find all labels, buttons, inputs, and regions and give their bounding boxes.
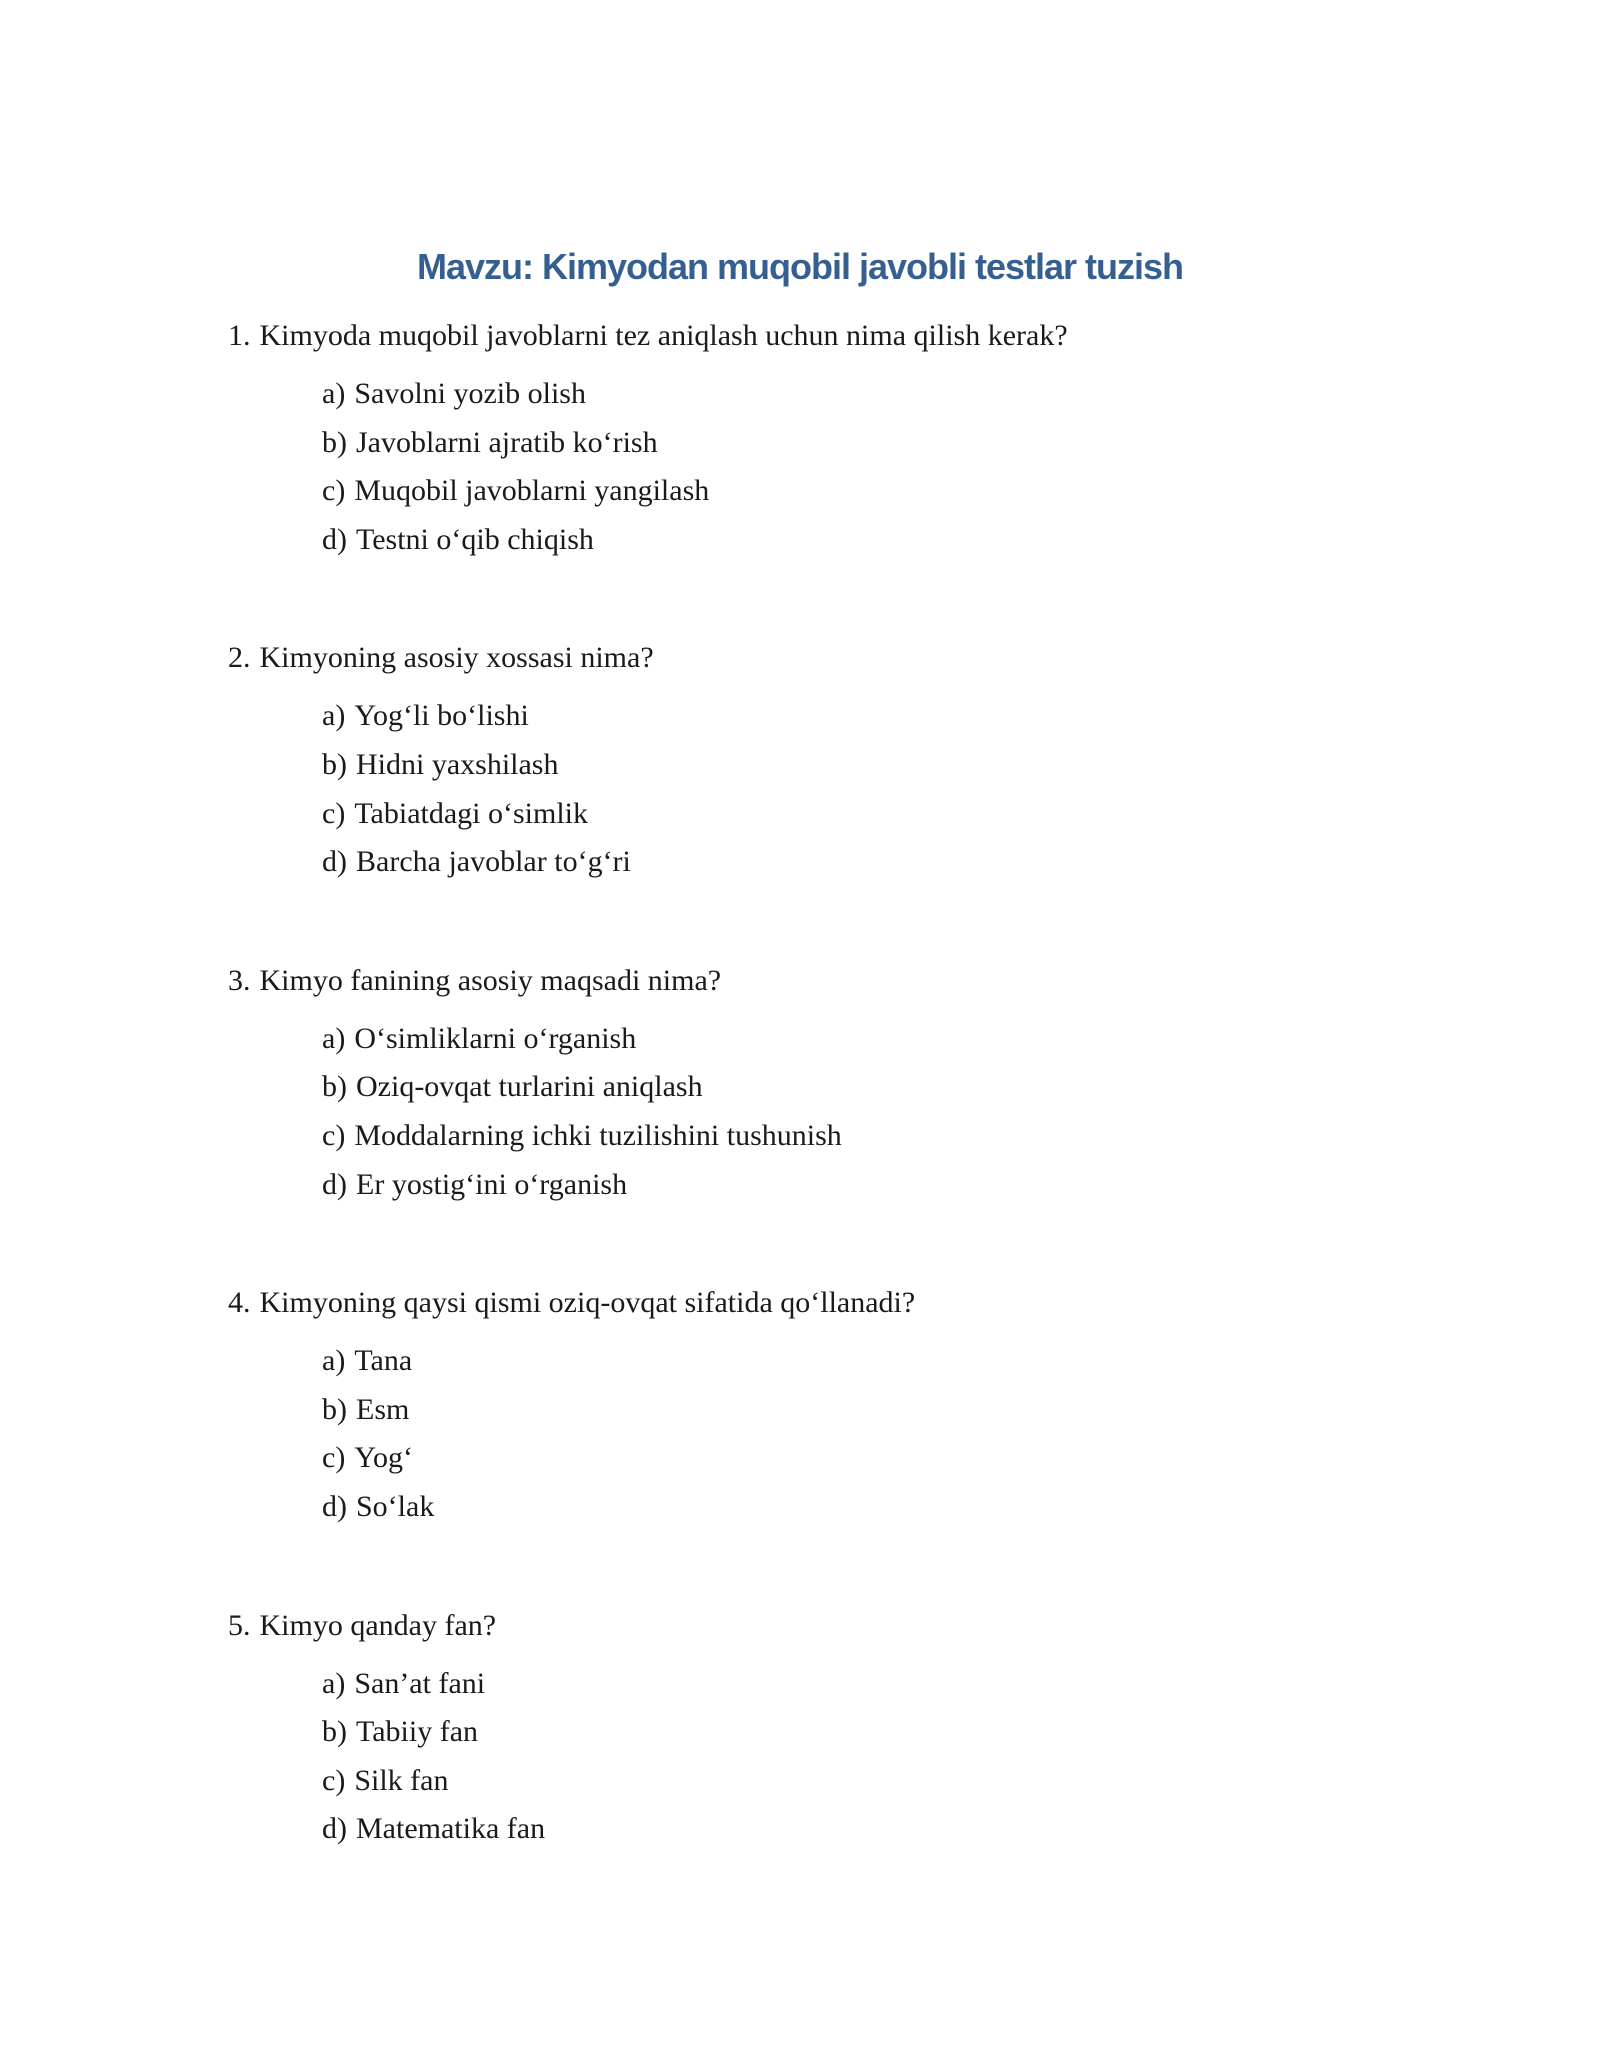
question-4-option-a-label: Tana <box>354 1344 413 1378</box>
question-1-option-a-letter: a) <box>322 377 346 410</box>
question-5-text <box>228 1605 1600 1647</box>
question-2-option-c-label: Tabiatdagi o‘simlik <box>354 796 588 830</box>
question-3-label: Kimyo fanining asosiy maqsadi nima? <box>259 963 722 997</box>
question-1-option-d-letter: d) <box>322 522 347 556</box>
question-block-2 <box>0 637 1600 886</box>
document-title: Mavzu: Kimyodan muqobil javobli testlar tuzish <box>416 246 1184 287</box>
question-4-option-c-label: Yog‘ <box>354 1441 413 1475</box>
question-4-text <box>228 1282 1600 1324</box>
question-3-option-d-label: Er yostig‘ini o‘rganish <box>356 1167 628 1201</box>
question-2-option-c <box>322 790 1600 839</box>
question-2-option-d-letter: d) <box>322 845 347 879</box>
question-4-option-a-letter: a) <box>322 1344 346 1378</box>
question-5-option-d-letter: d) <box>322 1812 347 1846</box>
question-2-option-b-letter: b) <box>322 747 347 781</box>
question-5-option-c <box>322 1757 1600 1806</box>
question-5-option-b-label: Tabiiy fan <box>356 1715 479 1749</box>
question-4-option-d <box>322 1483 1600 1532</box>
question-5-option-c-letter: c) <box>322 1763 346 1797</box>
question-4-option-b-letter: b) <box>322 1392 347 1426</box>
question-block-5 <box>0 1605 1600 1854</box>
question-2-option-b-label: Hidni yaxshilash <box>356 747 559 781</box>
question-2-option-b <box>322 741 1600 790</box>
question-4-option-b <box>322 1386 1600 1435</box>
question-5-option-b <box>322 1708 1600 1757</box>
question-4-option-b-label: Esm <box>356 1392 410 1426</box>
question-3-option-d-letter: d) <box>322 1167 347 1201</box>
question-1-option-c-label: Muqobil javoblarni yangilash <box>354 474 710 508</box>
question-5-number: 5. <box>228 1608 251 1642</box>
question-4-label: Kimyoning qaysi qismi oziq-ovqat sifatida qo‘llanadi? <box>259 1286 916 1320</box>
question-1-option-d <box>322 516 1600 565</box>
question-5-option-d-label: Matematika fan <box>356 1812 546 1846</box>
question-3-number: 3. <box>228 963 251 997</box>
question-3-option-b-label: Oziq-ovqat turlarini aniqlash <box>356 1070 703 1104</box>
question-1-option-a <box>322 370 1600 419</box>
question-block-1 <box>0 315 1600 564</box>
question-3-option-d <box>322 1161 1600 1210</box>
question-4-option-d-label: So‘lak <box>356 1489 435 1523</box>
question-3-option-c <box>322 1112 1600 1161</box>
question-1-option-d-label: Testni o‘qib chiqish <box>356 522 594 556</box>
question-2-option-c-letter: c) <box>322 796 346 830</box>
question-4-option-a <box>322 1337 1600 1386</box>
question-4-option-c <box>322 1434 1600 1483</box>
question-3-text <box>228 960 1600 1002</box>
question-block-3 <box>0 960 1600 1209</box>
question-block-4 <box>0 1282 1600 1531</box>
question-3-option-a-label: O‘simliklarni o‘rganish <box>354 1021 637 1055</box>
question-2-option-d-label: Barcha javoblar to‘g‘ri <box>356 845 631 879</box>
question-5-option-a-label: San’at fani <box>354 1666 486 1700</box>
question-2-option-a-label: Yog‘li bo‘lishi <box>354 699 529 733</box>
question-5-option-c-label: Silk fan <box>354 1763 449 1797</box>
question-5-option-b-letter: b) <box>322 1715 347 1749</box>
question-1-option-c-letter: c) <box>322 474 346 508</box>
question-2-option-d <box>322 838 1600 887</box>
question-5-option-d <box>322 1805 1600 1854</box>
question-1-option-b-letter: b) <box>322 425 347 459</box>
question-1-label: Kimyoda muqobil javoblarni tez aniqlash uchun nima qilish kerak? <box>259 319 1068 352</box>
question-2-text <box>228 637 1600 679</box>
question-3-option-a-letter: a) <box>322 1021 346 1055</box>
question-5-option-a <box>322 1660 1600 1709</box>
question-1-option-b <box>322 419 1600 468</box>
question-4-option-c-letter: c) <box>322 1441 346 1475</box>
question-5-label: Kimyo qanday fan? <box>259 1608 497 1642</box>
question-3-option-b <box>322 1063 1600 1112</box>
question-2-option-a <box>322 692 1600 741</box>
question-4-option-d-letter: d) <box>322 1489 347 1523</box>
question-1-option-b-label: Javoblarni ajratib ko‘rish <box>356 425 658 459</box>
question-1-option-a-label: Savolni yozib olish <box>354 377 586 410</box>
question-3-option-c-letter: c) <box>322 1118 346 1152</box>
question-3-option-b-letter: b) <box>322 1070 347 1104</box>
question-1-number: 1. <box>228 319 251 352</box>
question-2-label: Kimyoning asosiy xossasi nima? <box>259 641 654 675</box>
question-5-option-a-letter: a) <box>322 1666 346 1700</box>
question-2-number: 2. <box>228 641 251 675</box>
question-3-option-c-label: Moddalarning ichki tuzilishini tushunish <box>354 1118 842 1152</box>
question-1-option-c <box>322 467 1600 516</box>
question-4-number: 4. <box>228 1286 251 1320</box>
question-3-option-a <box>322 1015 1600 1064</box>
question-1-text <box>228 315 1600 357</box>
question-2-option-a-letter: a) <box>322 699 346 733</box>
